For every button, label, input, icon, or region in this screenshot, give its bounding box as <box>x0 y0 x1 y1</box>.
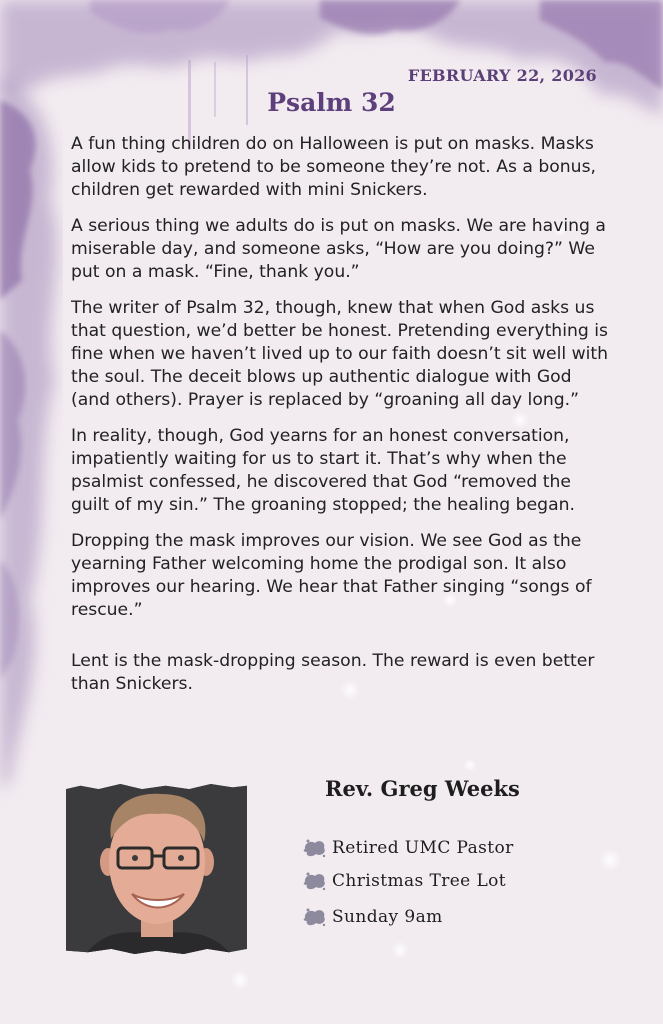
author-details <box>302 832 514 934</box>
author-photo <box>66 784 247 954</box>
paragraph: A serious thing we adults do is put on masks. We are having a miserable day, and someone asks, “How are you doing?” We put on a mask. “Fine, thank you.” <box>71 216 606 282</box>
page-title: Psalm 32 <box>267 88 396 117</box>
paragraph: A fun thing children do on Halloween is put on masks. Masks allow kids to pretend to be someone they’re not. As a bonus, children get rewarded with mini Snickers. <box>71 134 596 200</box>
paint-splash-icon <box>302 870 328 892</box>
detail-item <box>302 832 514 864</box>
detail-text: Christmas Tree Lot <box>332 871 507 891</box>
paragraph: Lent is the mask-dropping season. The reward is even better than Snickers. <box>71 651 595 694</box>
paragraph: Dropping the mask improves our vision. We see God as the yearning Father welcoming home the prodigal son. It also improves our hearing. We hear that Father singing “songs of rescue.” <box>71 531 592 620</box>
paragraph: In reality, though, God yearns for an honest conversation, impatiently waiting for us to start it. That’s why when the psalmist confessed, he discovered that God “removed the guilt of my sin.” The groaning stopped; the healing began. <box>71 426 575 515</box>
author-name: Rev. Greg Weeks <box>325 776 520 801</box>
detail-text: Sunday 9am <box>332 907 443 927</box>
paragraph: The writer of Psalm 32, though, knew that when God asks us that question, we’d better be honest. Pretending everything is fine when we haven’t lived up to our faith doesn’t sit well with the soul. The deceit blows up authentic dialogue with God (and others). Prayer is replaced by “groaning all day long.” <box>71 298 609 410</box>
devotional-date: FEBRUARY 22, 2026 <box>407 66 597 85</box>
paint-splash-icon <box>302 906 328 928</box>
detail-text: Retired UMC Pastor <box>332 838 514 858</box>
devotional-body <box>71 133 611 709</box>
paint-splash-icon <box>302 837 328 859</box>
detail-item <box>302 901 514 933</box>
detail-item <box>302 865 514 897</box>
